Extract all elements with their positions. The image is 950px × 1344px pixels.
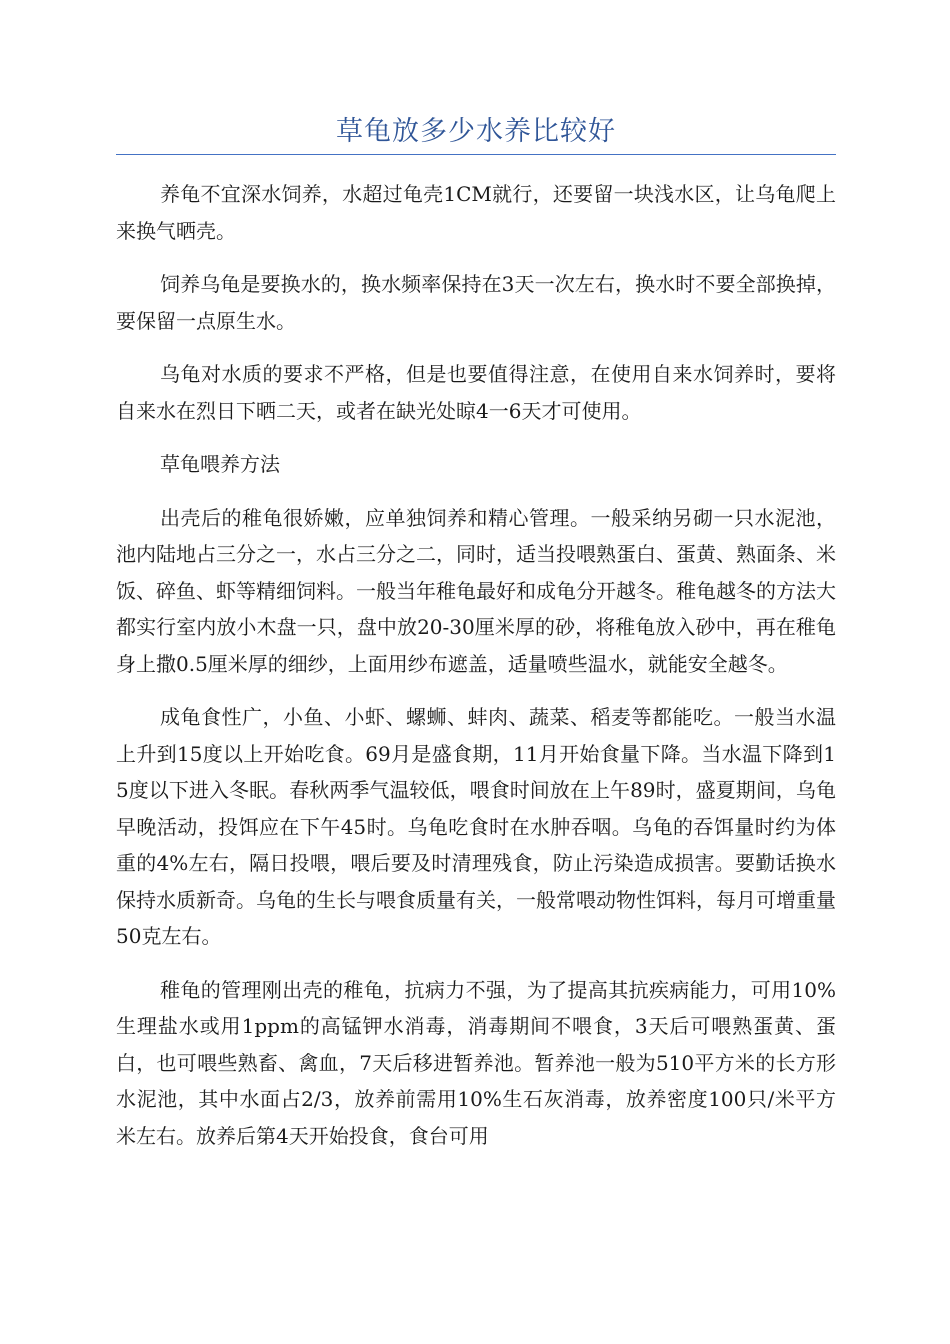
paragraph-water-change: 饲养乌龟是要换水的，换水频率保持在3天一次左右，换水时不要全部换掉，要保留一点原生水。 [116, 272, 836, 333]
paragraph-hatchling-management: 稚龟的管理刚出壳的稚龟，抗病力不强，为了提高其抗疾病能力，可用10%生理盐水或用1ppm的高锰钾水消毒，消毒期间不喂食，3天后可喂熟蛋黄、蛋白，也可喂些熟畜、禽血，7天后移进暂养池。暂养池一般为510平方米的长方形水泥池，其中水面占2/3，放养前需用10%生石灰消毒，放养密度100只/米平方米左右。放养后第4天开始投食，食台可用 [116, 977, 836, 1148]
document-title: 草龟放多少水养比较好 [336, 116, 616, 147]
section-heading-feeding-method: 草龟喂养方法 [160, 452, 280, 476]
paragraph-adult-feeding: 成龟食性广，小鱼、小虾、螺蛳、蚌肉、蔬菜、稻麦等都能吃。一般当水温上升到15度以上开始吃食。69月是盛食期，11月开始食量下降。当水温下降到15度以下进入冬眠。春秋两季气温较低，喂食时间放在上午89时，盛夏期间，乌龟早晚活动，投饵应在下午45时。乌龟吃食时在水肿吞咽。乌龟的吞饵量时约为体重的4%左右，隔日投喂，喂后要及时清理残食，防止污染造成损害。要勤话换水保持水质新奇。乌龟的生长与喂食质量有关，一般常喂动物性饵料，每月可增重量50克左右。 [116, 705, 836, 948]
document-body [116, 176, 836, 1171]
paragraph-hatchling-care: 出壳后的稚龟很娇嫩，应单独饲养和精心管理。一般采纳另砌一只水泥池，池内陆地占三分之一，水占三分之二，同时，适当投喂熟蛋白、蛋黄、熟面条、米饭、碎鱼、虾等精细饲料。一般当年稚龟最好和成龟分开越冬。稚龟越冬的方法大都实行室内放小木盘一只，盘中放20-30厘米厚的砂，将稚龟放入砂中，再在稚龟身上撒0.5厘米厚的细纱，上面用纱布遮盖，适量喷些温水，就能安全越冬。 [116, 505, 836, 676]
title-underline [116, 154, 836, 155]
paragraph-shallow-water: 养龟不宜深水饲养，水超过龟壳1CM就行，还要留一块浅水区，让乌龟爬上来换气晒壳。 [116, 182, 836, 243]
paragraph-water-quality: 乌龟对水质的要求不严格，但是也要值得注意，在使用自来水饲养时，要将自来水在烈日下晒二天，或者在缺光处晾4一6天才可使用。 [116, 362, 836, 423]
